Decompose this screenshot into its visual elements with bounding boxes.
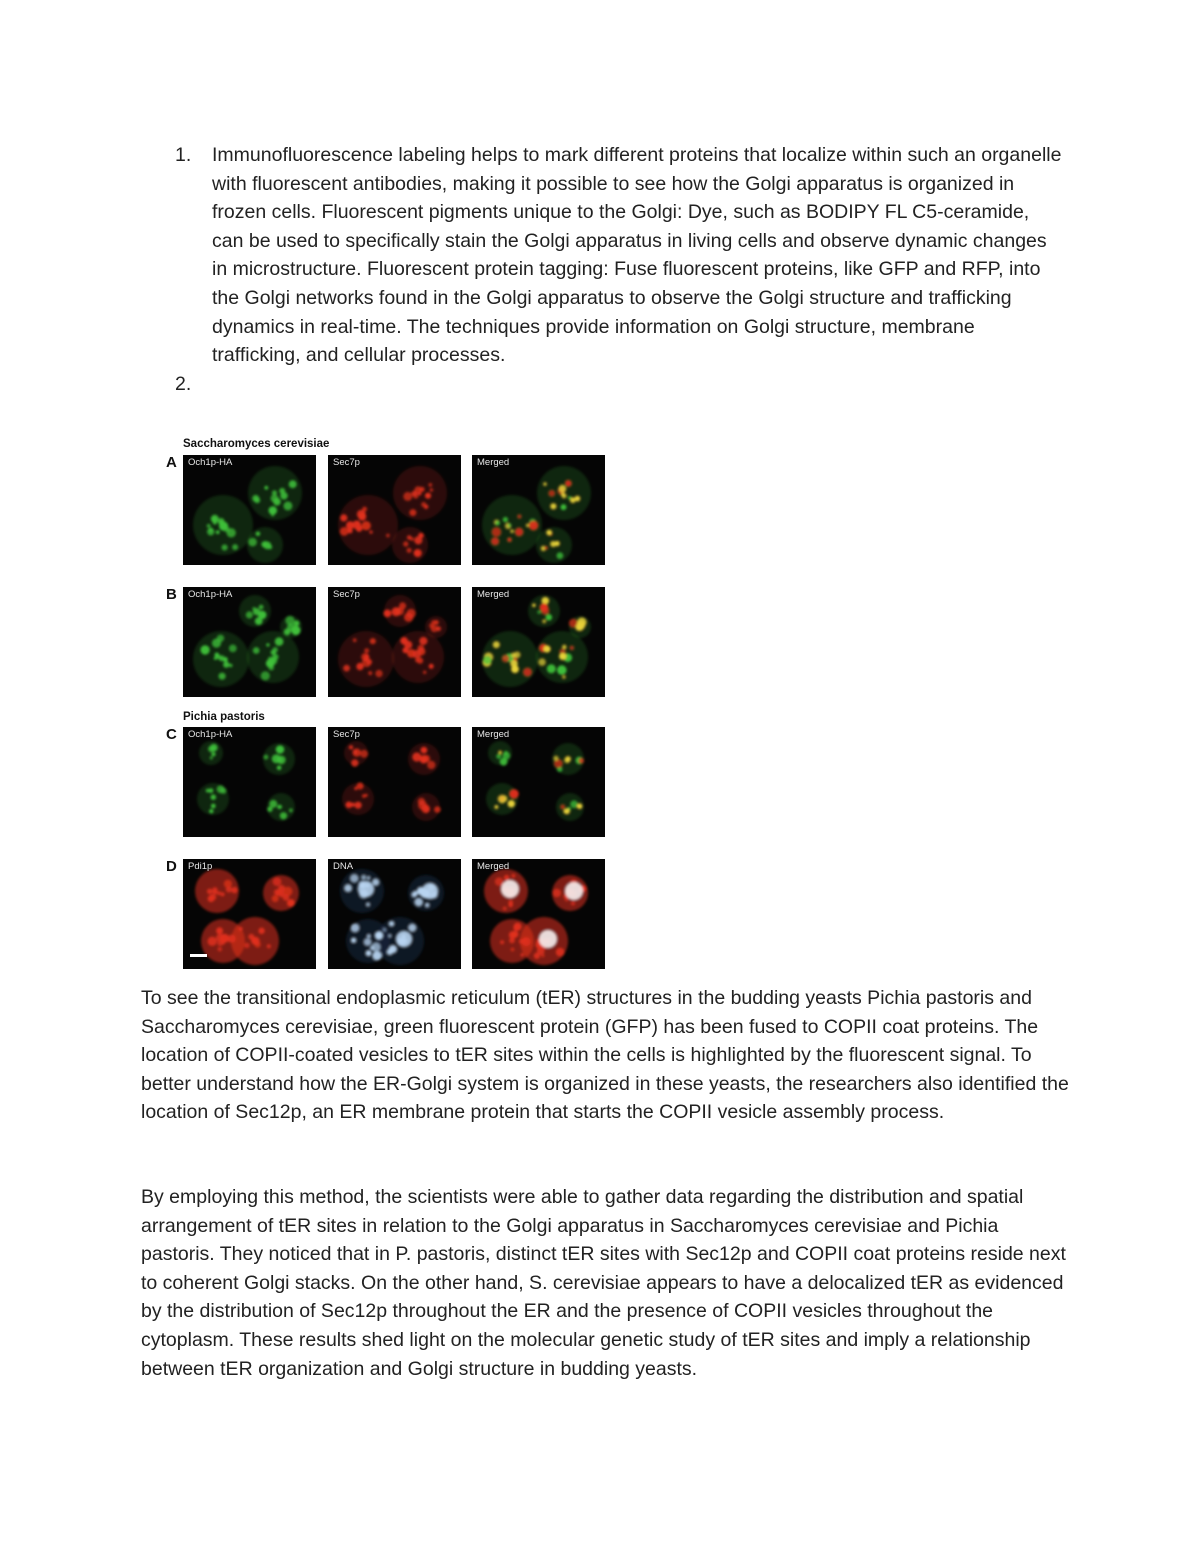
fluorescent-punctum	[206, 789, 210, 793]
fluorescent-punctum	[256, 532, 261, 537]
fluorescent-punctum	[492, 527, 501, 536]
fluorescent-punctum	[340, 527, 349, 536]
fluorescent-punctum	[364, 655, 370, 661]
panel-label: DNA	[333, 861, 354, 872]
fluorescent-punctum	[219, 673, 226, 680]
fluorescent-punctum	[217, 891, 221, 895]
fluorescent-punctum	[409, 509, 416, 516]
fluorescent-punctum	[511, 874, 515, 878]
cell-body	[199, 741, 223, 765]
fluorescent-punctum	[254, 941, 260, 947]
fluorescent-punctum	[565, 756, 571, 762]
fluorescent-punctum	[502, 752, 510, 760]
fluorescent-punctum	[276, 745, 285, 754]
panel-row-letter: C	[166, 726, 177, 743]
fluorescent-punctum	[264, 486, 268, 490]
fluorescent-punctum	[384, 610, 392, 618]
fluorescent-punctum	[248, 538, 257, 547]
fluorescent-punctum	[253, 608, 260, 615]
fluorescent-punctum	[364, 938, 372, 946]
list-item	[175, 370, 1065, 399]
fluorescent-punctum	[275, 637, 284, 646]
fluorescent-punctum	[419, 755, 428, 764]
fluorescent-punctum	[511, 653, 516, 658]
microscopy-figure	[162, 436, 612, 976]
fluorescent-punctum	[353, 750, 358, 755]
fluorescent-punctum	[553, 889, 562, 898]
micrograph-image	[328, 859, 461, 969]
list-item	[175, 141, 1065, 370]
fluorescent-punctum	[277, 766, 282, 771]
fluorescent-punctum	[344, 884, 351, 891]
micrograph-panel	[183, 587, 316, 697]
panel-label: Pdi1p	[188, 861, 213, 872]
fluorescent-punctum	[392, 607, 401, 616]
fluorescent-punctum	[287, 899, 295, 907]
fluorescent-punctum	[211, 515, 219, 523]
fluorescent-punctum	[544, 546, 547, 549]
fluorescent-punctum	[495, 877, 504, 886]
fluorescent-punctum	[272, 490, 277, 495]
micrograph-panel	[183, 727, 316, 837]
fluorescent-punctum	[211, 794, 217, 800]
fluorescent-punctum	[224, 526, 230, 532]
fluorescent-punctum	[266, 643, 269, 646]
nucleus	[539, 930, 557, 948]
micrograph-image	[328, 727, 461, 837]
fluorescent-punctum	[564, 808, 570, 814]
fluorescent-punctum	[510, 660, 518, 668]
fluorescent-punctum	[503, 906, 507, 910]
fluorescent-punctum	[267, 944, 271, 948]
fluorescent-punctum	[431, 625, 438, 632]
fluorescent-punctum	[255, 617, 263, 625]
fluorescent-punctum	[511, 948, 515, 952]
fluorescent-punctum	[543, 645, 550, 652]
fluorescent-punctum	[413, 493, 419, 499]
fluorescent-punctum	[226, 886, 232, 892]
fluorescent-punctum	[532, 604, 535, 607]
fluorescent-punctum	[498, 795, 507, 804]
panel-label: Merged	[477, 729, 510, 740]
fluorescent-punctum	[424, 807, 430, 813]
micrograph-panel	[472, 859, 605, 969]
fluorescent-punctum	[579, 758, 584, 763]
fluorescent-punctum	[351, 924, 360, 933]
fluorescent-punctum	[208, 937, 217, 946]
fluorescent-punctum	[272, 754, 281, 763]
fluorescent-punctum	[542, 619, 546, 623]
fluorescent-punctum	[212, 639, 221, 648]
fluorescent-punctum	[418, 648, 426, 656]
panel-row-letter: B	[166, 586, 177, 603]
micrograph-image	[183, 455, 316, 565]
micrograph-image	[328, 587, 461, 697]
fluorescent-punctum	[495, 805, 499, 809]
fluorescent-punctum	[375, 932, 383, 940]
fluorescent-punctum	[216, 927, 223, 934]
fluorescent-punctum	[351, 938, 356, 943]
fluorescent-punctum	[415, 658, 419, 662]
panel-label: Sec7p	[333, 457, 360, 468]
fluorescent-punctum	[361, 875, 366, 880]
fluorescent-punctum	[562, 675, 566, 679]
fluorescent-punctum	[217, 940, 223, 946]
fluorescent-punctum	[272, 895, 279, 902]
fluorescent-punctum	[541, 954, 545, 958]
micrograph-panel	[328, 727, 461, 837]
fluorescent-punctum	[212, 887, 218, 893]
fluorescent-punctum	[346, 802, 353, 809]
fluorescent-punctum	[543, 482, 546, 485]
nucleus	[358, 881, 374, 897]
fluorescent-punctum	[522, 937, 531, 946]
fluorescent-punctum	[252, 495, 259, 502]
fluorescent-punctum	[222, 544, 228, 550]
fluorescent-punctum	[253, 647, 260, 654]
fluorescent-punctum	[340, 514, 347, 521]
fluorescent-punctum	[410, 537, 414, 541]
fluorescent-punctum	[207, 528, 214, 535]
fluorescent-punctum	[407, 548, 412, 553]
fluorescent-punctum	[367, 876, 370, 879]
fluorescent-punctum	[289, 480, 297, 488]
fluorescent-punctum	[561, 504, 567, 510]
fluorescent-punctum	[352, 520, 361, 529]
fluorescent-punctum	[509, 789, 519, 799]
fluorescent-punctum	[207, 889, 213, 895]
micrograph-image	[183, 727, 316, 837]
fluorescent-punctum	[414, 550, 421, 557]
fluorescent-punctum	[546, 614, 553, 621]
fluorescent-punctum	[273, 498, 281, 506]
fluorescent-punctum	[355, 802, 362, 809]
panel-label: Och1p-HA	[188, 457, 233, 468]
fluorescent-punctum	[343, 665, 350, 672]
nucleus	[422, 883, 438, 899]
fluorescent-punctum	[289, 808, 293, 812]
nucleus	[501, 880, 519, 898]
nucleus	[396, 931, 412, 947]
fluorescent-punctum	[550, 541, 556, 547]
fluorescent-punctum	[350, 874, 358, 882]
fluorescent-punctum	[415, 898, 423, 906]
micrograph-image	[472, 859, 605, 969]
fluorescent-punctum	[358, 513, 366, 521]
micrograph-panel	[328, 587, 461, 697]
fluorescent-punctum	[287, 623, 295, 631]
fluorescent-punctum	[353, 638, 357, 642]
fluorescent-punctum	[431, 620, 436, 625]
fluorescent-punctum	[559, 485, 567, 493]
fluorescent-punctum	[210, 744, 218, 752]
micrograph-image	[472, 587, 605, 697]
fluorescent-punctum	[364, 648, 369, 653]
panel-label: Sec7p	[333, 589, 360, 600]
fluorescent-punctum	[542, 597, 550, 605]
fluorescent-punctum	[246, 611, 253, 618]
fluorescent-punctum	[571, 901, 576, 906]
fluorescent-punctum	[561, 492, 565, 496]
fluorescent-punctum	[504, 875, 510, 881]
fluorescent-punctum	[557, 552, 564, 559]
fluorescent-punctum	[279, 488, 285, 494]
fluorescent-punctum	[366, 903, 370, 907]
fluorescent-punctum	[498, 751, 501, 754]
fluorescent-punctum	[362, 521, 371, 530]
fluorescent-punctum	[221, 892, 225, 896]
fluorescent-punctum	[283, 501, 292, 510]
fluorescent-punctum	[419, 487, 424, 492]
fluorescent-punctum	[366, 950, 372, 956]
fluorescent-punctum	[541, 607, 549, 615]
fluorescent-punctum	[269, 800, 277, 808]
fluorescent-punctum	[244, 943, 250, 949]
fluorescent-punctum	[414, 536, 422, 544]
fluorescent-punctum	[425, 903, 429, 907]
fluorescent-punctum	[538, 658, 545, 665]
fluorescent-punctum	[280, 892, 285, 897]
fluorescent-punctum	[577, 617, 586, 626]
fluorescent-punctum	[508, 538, 512, 542]
fluorescent-punctum	[269, 665, 274, 670]
micrograph-panel	[472, 455, 605, 565]
fluorescent-punctum	[547, 664, 556, 673]
fluorescent-punctum	[523, 668, 532, 677]
numbered-list	[175, 141, 1065, 398]
panel-label: Sec7p	[333, 729, 360, 740]
fluorescent-punctum	[360, 750, 368, 758]
fluorescent-punctum	[546, 530, 552, 536]
species-label: Saccharomyces cerevisiae	[183, 438, 330, 450]
fluorescent-punctum	[520, 953, 524, 957]
fluorescent-punctum	[508, 800, 515, 807]
fluorescent-punctum	[248, 934, 254, 940]
fluorescent-punctum	[508, 524, 511, 527]
micrograph-image	[328, 455, 461, 565]
fluorescent-punctum	[273, 877, 282, 886]
fluorescent-punctum	[577, 803, 583, 809]
micrograph-panel	[472, 587, 605, 697]
cell-body	[392, 527, 428, 563]
scale-bar	[190, 954, 207, 957]
fluorescent-punctum	[428, 483, 432, 487]
fluorescent-punctum	[210, 756, 213, 759]
list-number: 2.	[175, 372, 192, 395]
fluorescent-punctum	[425, 493, 431, 499]
fluorescent-punctum	[408, 924, 416, 932]
fluorescent-punctum	[423, 749, 427, 753]
micrograph-image	[472, 727, 605, 837]
fluorescent-punctum	[493, 641, 500, 648]
fluorescent-punctum	[418, 798, 425, 805]
micrograph-panel	[183, 859, 316, 969]
fluorescent-punctum	[216, 655, 221, 660]
fluorescent-punctum	[223, 661, 229, 667]
fluorescent-punctum	[263, 755, 268, 760]
micrograph-image	[472, 455, 605, 565]
fluorescent-punctum	[406, 609, 415, 618]
fluorescent-punctum	[557, 665, 567, 675]
nucleus	[565, 882, 583, 900]
fluorescent-punctum	[508, 900, 513, 905]
fluorescent-punctum	[211, 804, 216, 809]
fluorescent-punctum	[261, 671, 270, 680]
fluorescent-punctum	[209, 809, 213, 813]
panel-row-letter: D	[166, 858, 177, 875]
fluorescent-punctum	[268, 545, 273, 550]
panel-label: Merged	[477, 589, 510, 600]
fluorescent-punctum	[565, 480, 572, 487]
fluorescent-punctum	[354, 787, 357, 790]
fluorescent-punctum	[419, 637, 427, 645]
fluorescent-punctum	[510, 529, 514, 533]
fluorescent-punctum	[373, 951, 382, 960]
fluorescent-punctum	[556, 948, 565, 957]
fluorescent-punctum	[483, 656, 492, 665]
panel-label: Merged	[477, 457, 510, 468]
micrograph-image	[183, 587, 316, 697]
fluorescent-punctum	[403, 541, 408, 546]
fluorescent-punctum	[229, 664, 232, 667]
fluorescent-punctum	[570, 800, 578, 808]
fluorescent-punctum	[368, 671, 372, 675]
fluorescent-punctum	[559, 653, 566, 660]
fluorescent-punctum	[229, 645, 237, 653]
panel-row-letter: A	[166, 454, 177, 471]
fluorescent-punctum	[424, 505, 429, 510]
list-text	[212, 370, 1065, 399]
body-paragraph: By employing this method, the scientists were able to gather data regarding the distribution and spatial arrangement of tER sites in relation to the Golgi apparatus in Saccharomyces cerevisiae and Pichia pastoris. They noticed that in P. pastoris, distinct tER sites with Sec12p and COPII coat proteins reside next to coherent Golgi stacks. On the other hand, S. cerevisiae appears to have a delocalized tER as evidenced by the distribution of Sec12p throughout the ER and the presence of COPII vesicles throughout the cytoplasm. These results shed light on the molecular genetic study of tER sites and imply a relationship between tER organization and Golgi structure in budding yeasts.	[141, 1186, 1066, 1380]
fluorescent-punctum	[529, 521, 539, 531]
fluorescent-punctum	[231, 887, 237, 893]
fluorescent-punctum	[261, 541, 267, 547]
fluorescent-punctum	[232, 544, 238, 550]
fluorescent-punctum	[211, 752, 215, 756]
fluorescent-punctum	[207, 524, 211, 528]
fluorescent-punctum	[367, 934, 371, 938]
list-number: 1.	[175, 144, 192, 166]
fluorescent-punctum	[217, 785, 225, 793]
fluorescent-punctum	[550, 503, 556, 509]
fluorescent-punctum	[503, 517, 508, 522]
fluorescent-punctum	[210, 894, 217, 901]
fluorescent-punctum	[491, 537, 499, 545]
body-paragraph: To see the transitional endoplasmic reticulum (tER) structures in the budding yeasts Pichia pastoris and Saccharomyces cerevisiae, green fluorescent protein (GFP) has been fused to COPII coat proteins. The location of COPII-coated vesicles to tER sites within the cells is highlighted by the fluorescent signal. To better understand how the ER-Golgi system is organized in these yeasts, the researchers also identified the location of Sec12p, an ER membrane protein that starts the COPII vesicle assembly process.	[141, 987, 1069, 1124]
fluorescent-punctum	[404, 641, 412, 649]
fluorescent-punctum	[515, 528, 523, 536]
fluorescent-punctum	[570, 497, 576, 503]
fluorescent-punctum	[218, 947, 223, 952]
fluorescent-punctum	[434, 806, 441, 813]
fluorescent-punctum	[349, 745, 353, 749]
fluorescent-punctum	[560, 805, 565, 810]
fluorescent-punctum	[553, 756, 558, 761]
fluorescent-punctum	[427, 761, 435, 769]
fluorescent-punctum	[495, 521, 500, 526]
fluorescent-punctum	[371, 943, 380, 952]
fluorescent-punctum	[518, 515, 522, 519]
fluorescent-punctum	[362, 794, 366, 798]
fluorescent-punctum	[412, 892, 417, 897]
fluorescent-punctum	[513, 925, 519, 931]
fluorescent-punctum	[216, 530, 220, 534]
fluorescent-punctum	[386, 534, 390, 538]
fluorescent-punctum	[351, 759, 358, 766]
panel-label: Och1p-HA	[188, 589, 233, 600]
micrograph-panel	[328, 455, 461, 565]
fluorescent-punctum	[549, 490, 556, 497]
fluorescent-punctum	[370, 638, 376, 644]
fluorescent-punctum	[403, 492, 412, 501]
fluorescent-punctum	[389, 921, 394, 926]
fluorescent-punctum	[502, 655, 509, 662]
fluorescent-punctum	[500, 940, 504, 944]
fluorescent-punctum	[277, 805, 281, 809]
micrograph-panel	[328, 859, 461, 969]
fluorescent-punctum	[496, 754, 501, 759]
fluorescent-punctum	[423, 671, 426, 674]
fluorescent-punctum	[537, 610, 541, 614]
list-text: Immunofluorescence labeling helps to mark different proteins that localize within such an organelle with fluorescent antibodies, making it possible to see how the Golgi apparatus is organized in frozen cells. Fluorescent pigments unique to the Golgi: Dye, such as BODIPY FL C5-ceramide, can be used to specifically stain the Golgi apparatus in living cells and observe dynamic changes in microstructure. Fluorescent protein tagging: Fuse fluorescent proteins, like GFP and RFP, into the Golgi networks found in the Golgi apparatus to observe the Golgi structure and trafficking dynamics in real-time. The techniques provide information on Golgi structure, membrane trafficking, and cellular processes.	[212, 144, 1062, 367]
fluorescent-punctum	[271, 659, 275, 663]
fluorescent-punctum	[570, 646, 574, 650]
fluorescent-punctum	[200, 645, 209, 654]
fluorescent-punctum	[534, 953, 540, 959]
fluorescent-punctum	[258, 928, 264, 934]
species-label: Pichia pastoris	[183, 711, 265, 723]
fluorescent-punctum	[369, 530, 372, 533]
micrograph-image	[183, 859, 316, 969]
fluorescent-punctum	[375, 670, 382, 677]
fluorescent-punctum	[418, 492, 422, 496]
panel-label: Och1p-HA	[188, 729, 233, 740]
micrograph-panel	[183, 455, 316, 565]
fluorescent-punctum	[509, 938, 515, 944]
fluorescent-punctum	[430, 488, 433, 491]
fluorescent-punctum	[259, 605, 264, 610]
fluorescent-punctum	[280, 812, 287, 819]
panel-label: Merged	[477, 861, 510, 872]
fluorescent-punctum	[271, 513, 274, 516]
micrograph-panel	[472, 727, 605, 837]
fluorescent-punctum	[372, 879, 379, 886]
fluorescent-punctum	[429, 664, 434, 669]
